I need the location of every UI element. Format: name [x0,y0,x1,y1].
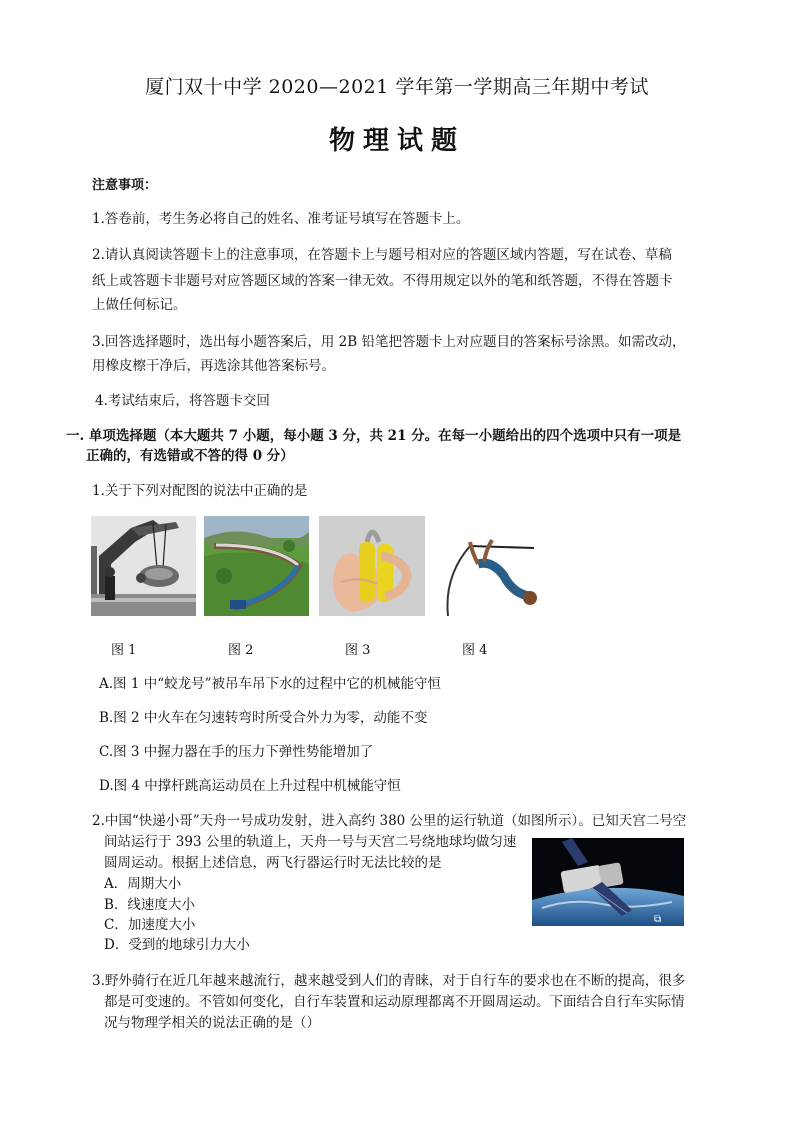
notice-item-2: 2.请认真阅读答题卡上的注意事项，在答题卡上与题号相对应的答题区域内答题，写在试卷、草稿 [92,247,672,263]
q2-option-d: D．受到的地球引力大小 [104,937,250,953]
q1-caption-4: 图 4 [462,643,488,658]
svg-text:⧉: ⧉ [654,914,662,925]
q3-stem-line-3: 况与物理学相关的说法正确的是（） [104,1015,320,1031]
q2-option-b: B．线速度大小 [104,897,195,913]
pole-vaulter-image [440,516,542,616]
hand-gripper-image [319,516,425,616]
q1-option-a: A.图 1 中“蛟龙号”被吊车吊下水的过程中它的机械能守恒 [99,676,442,692]
q1-caption-2: 图 2 [228,643,254,658]
school-title: 厦门双十中学 2020—2021 学年第一学期高三年期中考试 [145,76,649,98]
q1-figure-4 [440,516,542,616]
q3-stem-line-2: 都是可变速的。不管如何变化，自行车装置和运动原理都离不开圆周运动。下面结合自行车实际情 [104,994,685,1010]
q1-stem: 1.关于下列对配图的说法中正确的是 [92,483,308,499]
section1-heading: 一. 单项选择题（本大题共 7 小题，每小题 3 分，共 21 分。在每一小题给出的四个选项中只有一项是 [66,428,682,444]
q2-stem-line-1: 2.中国“快递小哥”天舟一号成功发射，进入高约 380 公里的运行轨道（如图所示）。已知天宫二号空 [92,813,687,829]
notice-item-4: 4.考试结束后，将答题卡交回 [95,393,270,409]
subject-title: 物理试题 [328,126,465,156]
q2-figure-spacecraft [532,838,684,926]
q1-caption-1: 图 1 [111,643,137,658]
notice-heading: 注意事项： [92,178,158,193]
q2-option-c: C．加速度大小 [104,917,196,933]
notice-item-3: 3.回答选择题时，选出每小题答案后，用 2B 铅笔把答题卡上对应题目的答案标号涂黑。如需改动， [92,334,686,350]
train-curve-image [204,516,309,616]
q2-stem-line-3: 圆周运动。根据上述信息，两飞行器运行时无法比较的是 [104,855,442,871]
q1-caption-3: 图 3 [345,643,371,658]
spacecraft-image [532,838,684,926]
q1-figure-1 [91,516,196,616]
q1-figure-3 [319,516,425,616]
q1-figure-2 [204,516,309,616]
crane-submersible-image [91,516,196,616]
q3-stem-line-1: 3.野外骑行在近几年越来越流行，越来越受到人们的青睐，对于自行车的要求也在不断的提高，很多 [92,973,686,989]
q1-option-c: C.图 3 中握力器在手的压力下弹性势能增加了 [99,744,374,760]
q2-option-a: A．周期大小 [104,876,182,892]
notice-item-2-cont: 纸上或答题卡非题号对应答题区域的答案一律无效。不得用规定以外的笔和纸答题，不得在答题卡 [92,273,673,289]
notice-item-3-cont: 用橡皮檫干净后，再选涂其他答案标号。 [92,358,335,374]
section1-heading-cont: 正确的，有选错或不答的得 0 分） [86,448,294,464]
q1-option-b: B.图 2 中火车在匀速转弯时所受合外力为零，动能不变 [99,710,428,726]
notice-item-1: 1.答卷前，考生务必将自己的姓名、准考证号填写在答题卡上。 [92,211,470,227]
q1-option-d: D.图 4 中撑杆跳高运动员在上升过程中机械能守恒 [99,778,401,794]
q2-stem-line-2: 间站运行于 393 公里的轨道上，天舟一号与天宫二号绕地球均做匀速 [104,834,517,850]
notice-item-2-cont2: 上做任何标记。 [92,297,187,313]
